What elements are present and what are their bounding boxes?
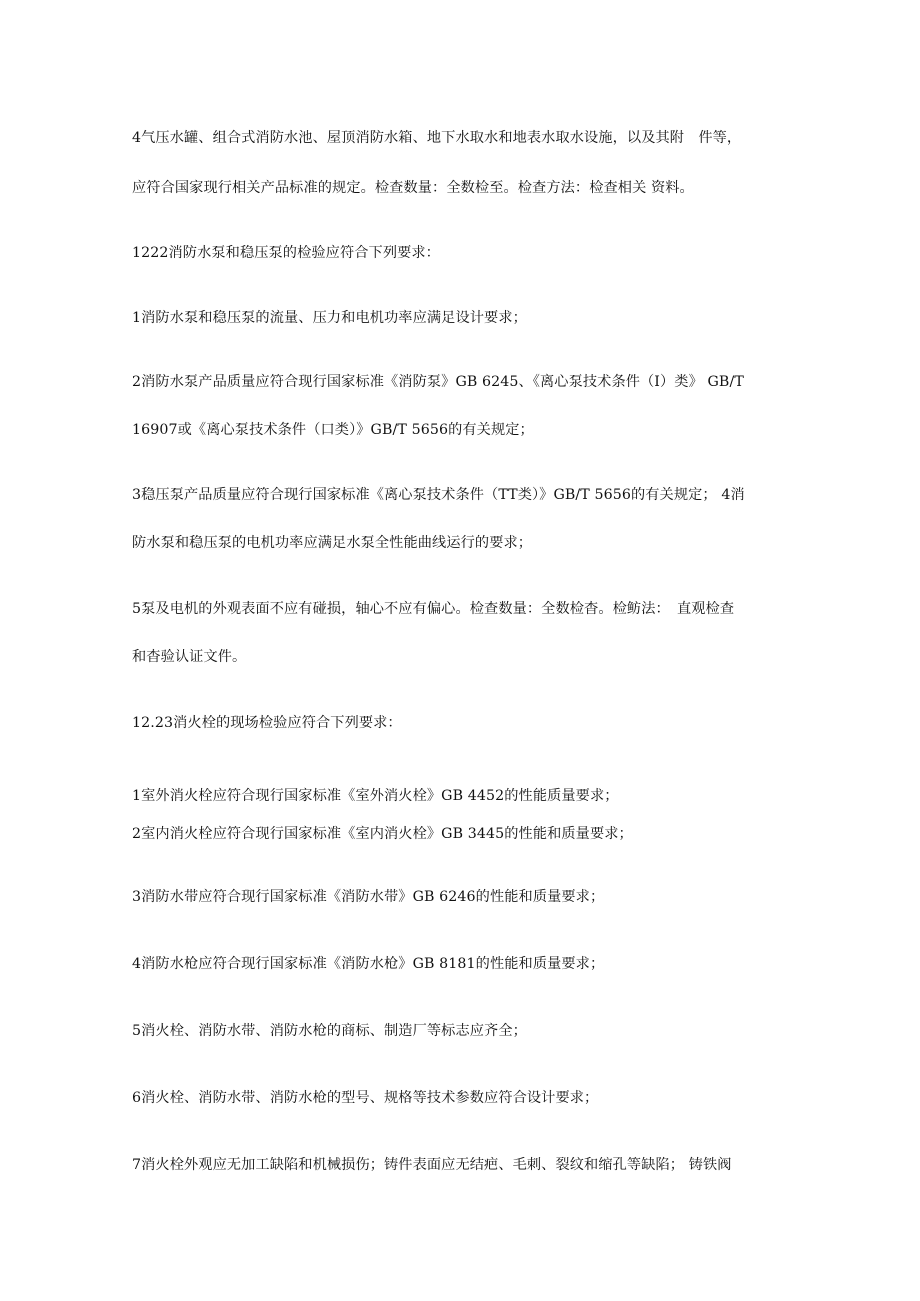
text-line: 防水泵和稳压泵的电机功率应满足水泵全性能曲线运行的要求； xyxy=(132,535,533,551)
text-line: 1消防水泵和稳压泵的流量、压力和电机功率应满足设计要求； xyxy=(132,310,527,326)
text-line: 12.23消火栓的现场检验应符合下列要求： xyxy=(132,715,402,731)
text-line: 16907或《离心泵技术条件（口类）》GB/T 5656的有关规定； xyxy=(132,422,534,438)
text-line: 3稳压泵产品质量应符合现行国家标准《离心泵技术条件（TT类）》GB/T 5656的有关规定； 4消 xyxy=(132,487,745,503)
text-line: 7消火栓外观应无加工缺陷和机械损伤；铸件表面应无结疤、毛刺、裂纹和缩孔等缺陷； 铸铁阀 xyxy=(132,1157,732,1173)
text-line: 4气压水罐、组合式消防水池、屋顶消防水箱、地下水取水和地表水取水设施，以及其附 件等， xyxy=(132,130,742,146)
text-line: 和杳验认证文件。 xyxy=(132,649,247,665)
text-line: 4消防水枪应符合现行国家标准《消防水枪》GB 8181的性能和质量要求； xyxy=(132,956,605,972)
text-line: 3消防水带应符合现行国家标准《消防水带》GB 6246的性能和质量要求； xyxy=(132,889,605,905)
text-line: 应符合国家现行相关产品标准的规定。检查数量：全数检至。检查方法：检查相关 资料。 xyxy=(132,180,694,196)
text-line: 5泵及电机的外观表面不应有碰损，轴心不应有偏心。检查数量：全数检杳。检鲂法： 直观检查 xyxy=(132,601,735,617)
text-line: 1室外消火栓应符合现行国家标准《室外消火栓》GB 4452的性能质量要求； xyxy=(132,788,619,804)
text-line: 2消防水泵产品质量应符合现行国家标准《消防泵》GB 6245、《离心泵技术条件（I）类》 GB/T xyxy=(132,374,744,390)
text-line: 6消火栓、消防水带、消防水枪的型号、规格等技术参数应符合设计要求； xyxy=(132,1090,599,1106)
text-line: 1222消防水泵和稳压泵的检验应符合下列要求： xyxy=(132,245,440,261)
text-line: 2室内消火栓应符合现行国家标准《室内消火栓》GB 3445的性能和质量要求； xyxy=(132,826,633,842)
text-line: 5消火栓、消防水带、消防水枪的商标、制造厂等标志应齐全； xyxy=(132,1023,527,1039)
